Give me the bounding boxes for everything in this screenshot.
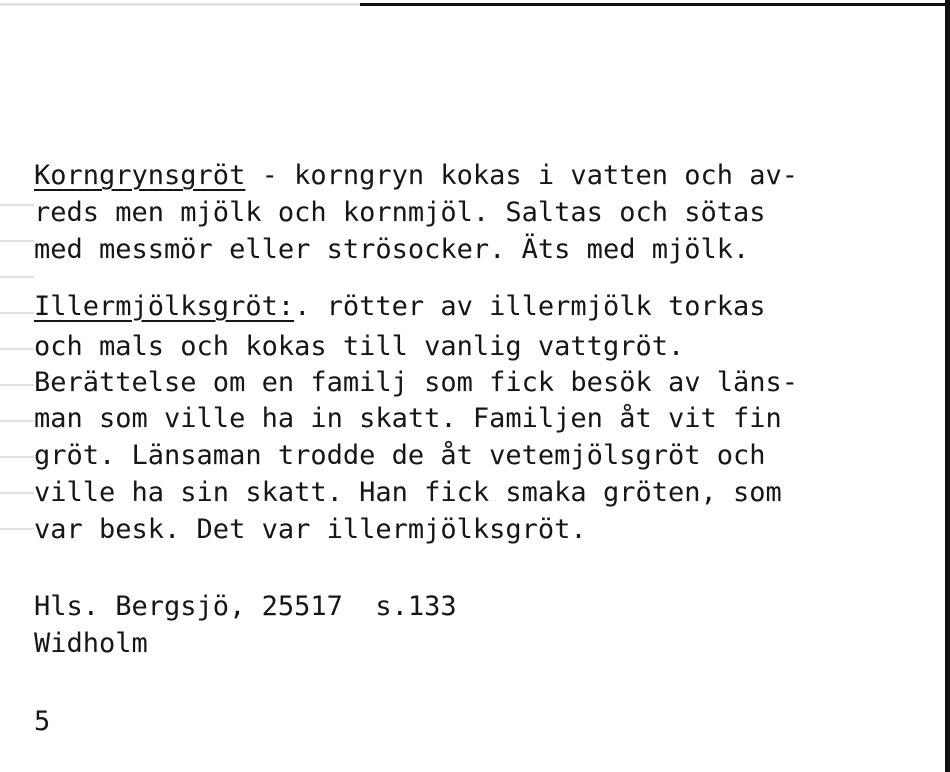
text-line-10: var besk. Det var illermjölksgröt. <box>34 514 587 545</box>
card-number: 5 <box>34 706 51 737</box>
card-right-edge <box>945 0 950 772</box>
text-line-3: med messmör eller strösocker. Äts med mjölk. <box>34 234 750 265</box>
recipe-title-korngrynsgrot: Korngrynsgröt <box>34 160 246 191</box>
text-line-1 <box>34 160 798 194</box>
recipe-title-illermjolksgrot: Illermjölksgröt: <box>34 291 295 322</box>
text-line-2: reds men mjölk och kornmjöl. Saltas och sötas <box>34 197 766 228</box>
source-reference: Hls. Bergsjö, 25517 s.133 <box>34 591 457 622</box>
text-line-4-rest: . rötter av illermjölk torkas <box>294 291 766 322</box>
text-line-4 <box>34 291 766 325</box>
text-line-9: ville ha sin skatt. Han fick smaka gröten, som <box>34 477 782 508</box>
text-line-6: Berättelse om en familj som fick besök av läns- <box>34 367 799 398</box>
text-line-1-rest: - korngryn kokas i vatten och av- <box>245 160 799 191</box>
text-line-5: och mals och kokas till vanlig vattgröt. <box>34 331 685 362</box>
text-line-7: man som ville ha in skatt. Familjen åt vit fin <box>34 403 782 434</box>
informant-name: Widholm <box>34 628 148 659</box>
text-line-8: gröt. Länsaman trodde de åt vetemjölsgröt och <box>34 440 766 471</box>
